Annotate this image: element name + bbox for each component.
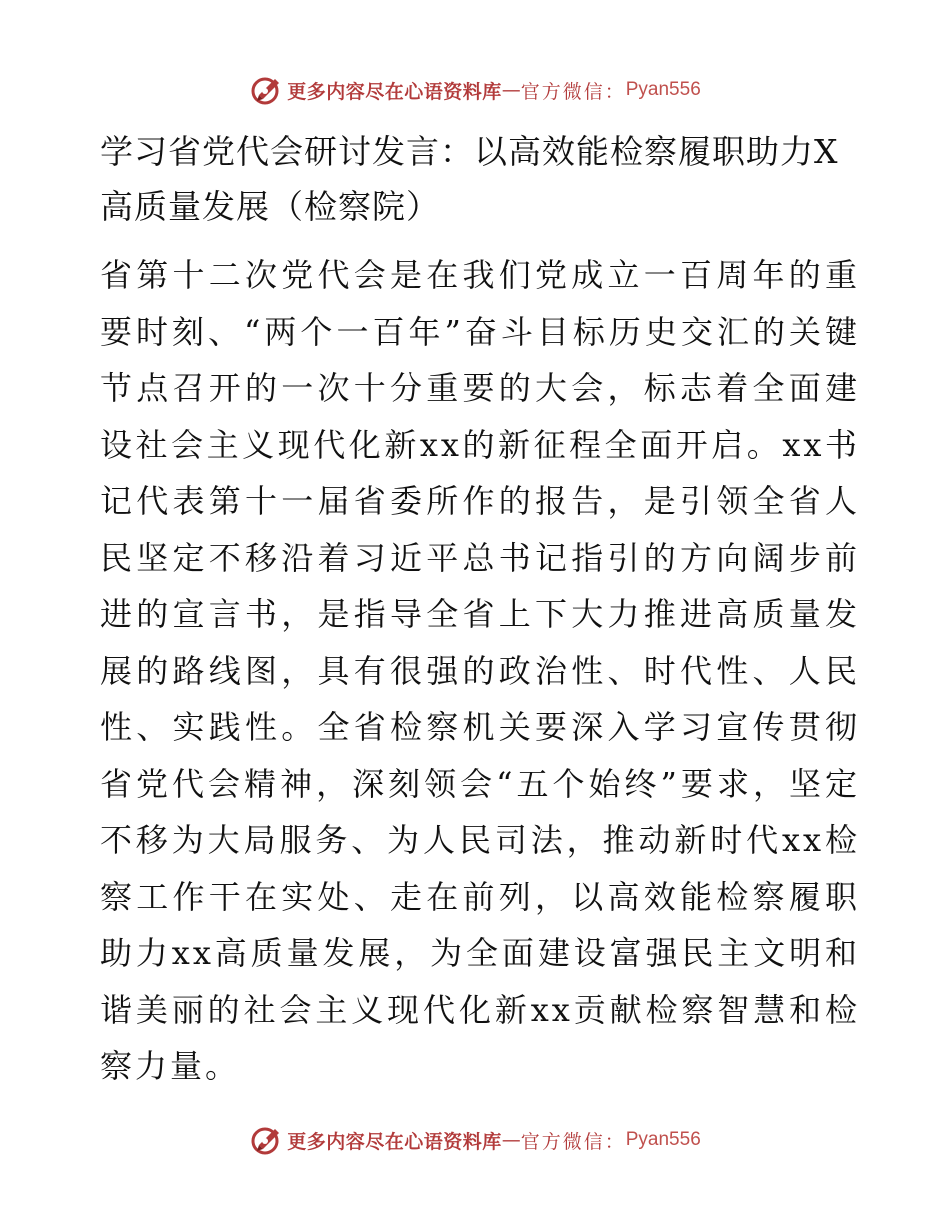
separator: —	[501, 1129, 521, 1151]
wechat-label: 官方微信：	[520, 80, 626, 103]
wechat-id: Pyan556	[625, 79, 701, 100]
wechat-id: Pyan556	[625, 1129, 701, 1150]
pen-logo-icon	[249, 73, 283, 107]
pen-logo-icon	[249, 1123, 283, 1157]
footer-banner	[0, 1120, 950, 1160]
site-name: 更多内容尽在心语资料库	[287, 80, 502, 103]
document-title: 学习省党代会研讨发言：以高效能检察履职助力X高质量发展（检察院）	[100, 132, 839, 226]
header-banner	[0, 70, 950, 110]
document-paragraph: 省第十二次党代会是在我们党成立一百周年的重要时刻、“两个一百年”奋斗目标历史交汇的关键节点召开的一次十分重要的大会，标志着全面建设社会主义现代化新xx的新征程全面开启。xx书记代表第十一届省委所作的报告，是引领全省人民坚定不移沿着习近平总书记指引的方向阔步前进的宣言书，是指导全省上下大力推进高质量发展的路线图，具有很强的政治性、时代性、人民性、实践性。全省检察机关要深入学习宣传贯彻省党代会精神，深刻领会“五个始终”要求，坚定不移为大局服务、为人民司法，推动新时代xx检察工作干在实处、走在前列，以高效能检察履职助力xx高质量发展，为全面建设富强民主文明和谐美丽的社会主义现代化新xx贡献检察智慧和检察力量。	[100, 256, 860, 1085]
site-name: 更多内容尽在心语资料库	[287, 1130, 502, 1153]
separator: —	[501, 79, 521, 101]
wechat-label: 官方微信：	[520, 1130, 626, 1153]
